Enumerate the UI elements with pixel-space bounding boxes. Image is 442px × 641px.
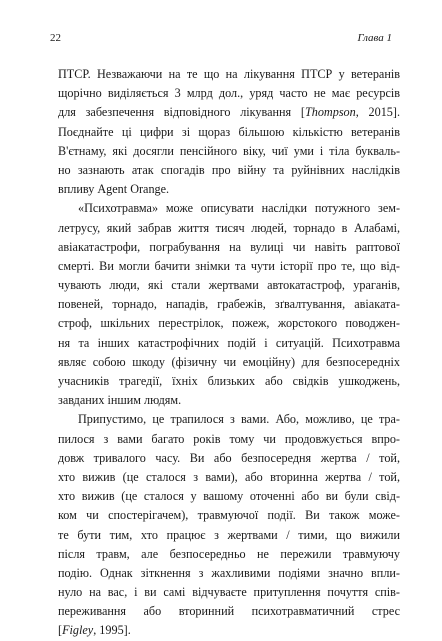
text-fragment: для забезпечення відповідного лікування [ — [58, 105, 305, 120]
text-line: подію. Однак зіткнення з жахливими подіями значно впли- — [58, 565, 400, 580]
text-line: те бути тим, хто працює з жертвами / тими, що вижили — [58, 527, 400, 542]
text-line: довж тривалого часу. Ви або безпосередня жертва / той, — [58, 450, 400, 465]
text-line: строф, шкільних перестрілок, пожеж, жорстокого поводжен- — [58, 316, 400, 331]
running-head — [50, 30, 392, 46]
page-number: 22 — [50, 32, 61, 44]
text-line: впливу Agent Orange. — [58, 182, 170, 197]
text-line: після травм, але безпосередньо не пережили травмуючу — [58, 546, 400, 561]
text-line: авіакатастрофи, пограбування на вулиці чи навіть раптової — [58, 239, 400, 254]
text-line: но зазнають атак спогадів про війну та руйнівних наслідків — [58, 162, 400, 177]
text-line-with-citation — [58, 103, 400, 122]
text-line: Поєднайте ці цифри зі щораз більшою кількістю ветеранів — [58, 124, 400, 139]
text-line: «Психотравма» може описувати наслідки потужного зем- — [78, 201, 400, 216]
citation-author: Figley — [62, 623, 94, 638]
chapter-label: Глава 1 — [357, 32, 392, 44]
text-line: ком чи спостерігачем), травмуючої події. Ви також може- — [58, 508, 400, 523]
citation-author: Thompson — [304, 105, 356, 120]
text-line: являє собою шкоду (фізичну чи емоційну) для безпосередніх — [58, 354, 400, 369]
text-line: щорічно виділяється 3 млрд дол., уряд часто не має ресурсів — [58, 86, 400, 101]
text-line: чувають люди, які стали жертвами автокатастроф, ураганів, — [58, 278, 400, 293]
text-line: повеней, торнадо, нападів, грабежів, зґвалтування, авіаката- — [58, 297, 400, 312]
text-line: хто вижив (це сталося з вами), або вторинна жертва / той, — [58, 469, 400, 484]
text-line: нуло на вас, і ви самі відчуваєте притуплення почуття спів- — [58, 585, 400, 600]
text-line: Припустимо, це трапилося з вами. Або, можливо, це тра- — [78, 412, 400, 427]
body-text — [58, 65, 400, 641]
text-line: пилося з вами багато років тому чи продовжується впро- — [58, 431, 400, 446]
text-line: летрусу, який забрав життя тисяч людей, торнадо в Алабамі, — [58, 220, 400, 235]
text-line: переживання або вторинний психотравматичний стрес — [58, 604, 400, 619]
citation-year: , 2015]. — [355, 105, 400, 120]
text-line: ня та інших катастрофічних подій і ситуацій. Психотравма — [58, 335, 400, 350]
text-line: учасників трагедії, їхніх близьких або свідків ушкоджень, — [58, 374, 400, 388]
text-line: ПТСР. Незважаючи на те що на лікування ПТСР у ветеранів — [58, 67, 400, 81]
text-line: завданих іншим людям. — [58, 393, 182, 408]
citation-year: , 1995]. — [93, 623, 131, 638]
text-line: В'єтнаму, які досягли пенсійного віку, чиї уми і тіла букваль- — [58, 143, 400, 158]
text-line-with-citation — [58, 621, 400, 640]
text-fragment: [ — [58, 623, 63, 638]
text-line: смерті. Ви могли бачити знімки та чути історії про те, що від- — [58, 258, 400, 273]
text-line: хто вижив (це сталося у вашому оточенні або ви були свід- — [58, 489, 400, 504]
